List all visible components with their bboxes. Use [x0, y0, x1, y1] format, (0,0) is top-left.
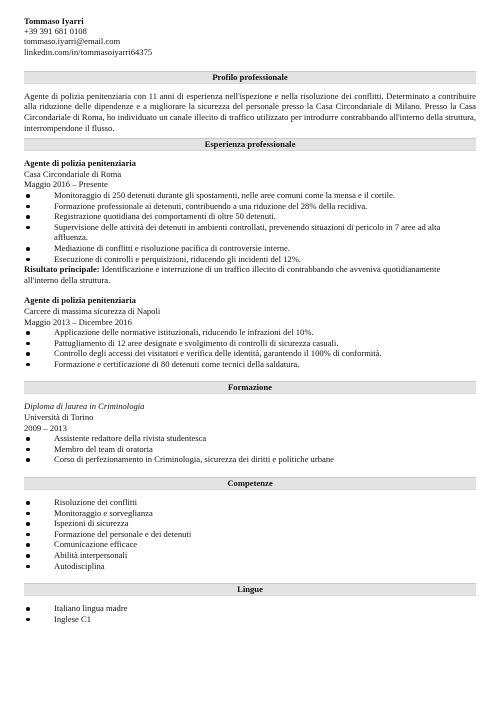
resume-page	[24, 16, 476, 624]
list-item: Abilità interpersonali	[24, 550, 476, 561]
list-item: Comunicazione efficace	[24, 539, 476, 550]
job-dates: Maggio 2013 – Dicembre 2016	[24, 316, 132, 327]
list-item: Assistente redattore della rivista studentesca	[24, 433, 476, 444]
degree-title: Diploma di laurea in Criminologia	[24, 401, 145, 412]
list-item: Formazione professionale ai detenuti, contribuendo a una riduzione del 28% della recidiva.	[24, 201, 476, 212]
job-employer: Carcere di massima sicurezza di Napoli	[24, 305, 161, 316]
list-item: Pattugliamento di 12 aree designate e svolgimento di controlli di sicurezza casuali.	[24, 338, 476, 349]
job-bullet-list	[24, 190, 476, 264]
profile-summary: Agente di polizia penitenziaria con 11 anni di esperienza nell'ispezione e nella risoluzione dei conflitti. Determinato a contribuire alla riduzione delle dipendenze e a migliorare la sicurezza del personale presso la Casa Circondariale di Milano. Presso la Casa Circondariale di Roma, ho individuato un canale illecito di traffico utilizzato per introdurre contrabbando all'interno della struttura, interrompendone il flusso.	[24, 90, 476, 133]
list-item: Corso di perfezionamento in Criminologia, sicurezza dei diritti e politiche urbane	[24, 454, 476, 465]
education-dates: 2009 – 2013	[24, 422, 67, 433]
phone-number: +39 391 681 0108	[24, 26, 87, 37]
key-result-label: Risultato principale:	[24, 264, 100, 275]
contact-block	[24, 16, 476, 57]
list-item: Supervisione delle attività dei detenuti in ambienti controllati, prevenendo situazioni di pericolo in 7 aree ad alta affluenza.	[24, 222, 476, 243]
languages-list	[24, 603, 476, 624]
list-item: Registrazione quotidiana dei comportamenti di oltre 50 detenuti.	[24, 211, 476, 222]
key-result	[24, 264, 476, 285]
list-item: Risoluzione dei conflitti	[24, 497, 476, 508]
linkedin-url: linkedin.com/in/tommasoiyarri64375	[24, 46, 153, 57]
job-employer: Casa Circondariale di Roma	[24, 168, 122, 179]
list-item: Inglese C1	[24, 614, 476, 625]
education-bullet-list	[24, 433, 476, 465]
job-dates: Maggio 2016 – Presente	[24, 179, 108, 190]
job-title: Agente di polizia penitenziaria	[24, 158, 136, 169]
list-item: Controllo degli accessi dei visitatori e verifica delle identità, garantendo il 100% di conformità.	[24, 348, 476, 359]
list-item: Mediazione di conflitti e risoluzione pacifica di controversie interne.	[24, 243, 476, 254]
section-heading-experience: Esperienza professionale	[24, 138, 476, 151]
list-item: Monitoraggio di 250 detenuti durante gli spostamenti, nelle aree comuni come la mensa e il cortile.	[24, 190, 476, 201]
candidate-name: Tommaso Iyarri	[24, 16, 84, 26]
list-item: Ispezioni di sicurezza	[24, 518, 476, 529]
list-item: Formazione del personale e dei detenuti	[24, 529, 476, 540]
list-item: Autodisciplina	[24, 561, 476, 572]
list-item: Applicazione delle normative istituzionali, riducendo le infrazioni del 10%.	[24, 327, 476, 338]
list-item: Monitoraggio e sorveglianza	[24, 508, 476, 519]
job-title: Agente di polizia penitenziaria	[24, 295, 136, 306]
list-item: Esecuzione di controlli e perquisizioni, riducendo gli incidenti del 12%.	[24, 254, 476, 265]
skills-list	[24, 497, 476, 571]
school-name: Università di Torino	[24, 412, 94, 423]
email-address: tommaso.iyarri@email.com	[24, 36, 121, 47]
job-bullet-list	[24, 327, 476, 369]
job-entry	[24, 158, 476, 285]
list-item: Italiano lingua madre	[24, 603, 476, 614]
list-item: Membro del team di oratoria	[24, 444, 476, 455]
section-heading-languages: Lingue	[24, 583, 476, 596]
section-heading-profile: Profilo professionale	[24, 71, 476, 84]
section-heading-skills: Competenze	[24, 477, 476, 490]
section-heading-education: Formazione	[24, 381, 476, 394]
job-entry	[24, 295, 476, 369]
list-item: Formazione e certificazione di 80 detenuti come tecnici della saldatura.	[24, 359, 476, 370]
key-result-text: Identificazione e interruzione di un traffico illecito di contrabbando che avveniva quotidianamente all'interno della struttura.	[24, 264, 441, 285]
